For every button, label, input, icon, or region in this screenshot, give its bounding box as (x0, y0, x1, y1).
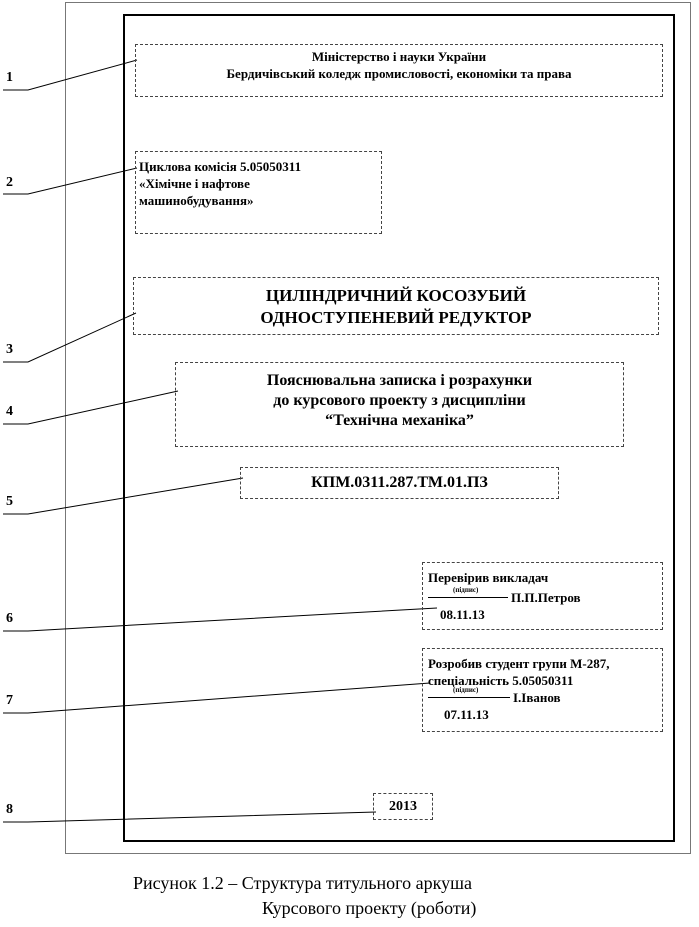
ministry-block (135, 44, 663, 97)
figure-caption-line-2: Курсового проекту (роботи) (262, 898, 477, 918)
ministry-name: Міністерство і науки України (311, 49, 487, 64)
callout-number-3: 3 (6, 342, 13, 357)
developed-by-block (422, 648, 663, 732)
callout-number-7: 7 (6, 693, 13, 708)
signature-caption: (підпис) (453, 586, 479, 594)
student-name: І.Іванов (513, 690, 561, 705)
leader-line-1 (3, 60, 137, 90)
developed-date: 07.11.13 (444, 707, 489, 722)
callout-number-4: 4 (6, 404, 13, 419)
document-type-block (175, 362, 624, 447)
document-type-line-1: Пояснювальна записка і розрахунки (266, 372, 533, 389)
college-name: Бердичівський коледж промисловості, економіки та права (226, 66, 572, 81)
document-code: КПМ.0311.287.ТМ.01.ПЗ (311, 474, 488, 491)
project-title-line-1: ЦИЛІНДРИЧНИЙ КОСОЗУБИЙ (265, 286, 527, 305)
year-block (373, 793, 433, 820)
signature-line (428, 597, 508, 598)
checker-name: П.П.Петров (511, 590, 581, 605)
document-type-line-3: “Технічна механіка” (325, 412, 474, 429)
signature-line (428, 697, 510, 698)
leader-line-8 (3, 812, 376, 822)
checked-date: 08.11.13 (440, 607, 485, 622)
callout-number-1: 1 (6, 70, 13, 85)
leader-line-2 (3, 168, 137, 194)
document-type-line-2: до курсового проекту з дисципліни (273, 392, 526, 409)
figure-caption-line-1: Рисунок 1.2 – Структура титульного аркуша (133, 873, 472, 893)
specialty-line: спеціальність 5.05050311 (428, 673, 574, 688)
document-code-block (240, 467, 559, 499)
project-title-block (133, 277, 659, 335)
callout-number-5: 5 (6, 494, 13, 509)
commission-block (135, 151, 382, 234)
callout-number-6: 6 (6, 611, 13, 626)
commission-line-2: «Хімічне і нафтове (139, 176, 250, 191)
commission-line-3: машинобудування» (139, 193, 254, 208)
leader-line-7 (3, 683, 430, 713)
callout-number-8: 8 (6, 802, 13, 817)
checked-by-block (422, 562, 663, 630)
callout-number-2: 2 (6, 175, 13, 190)
leader-line-6 (3, 608, 437, 631)
leader-line-5 (3, 478, 243, 514)
signature-caption: (підпис) (453, 686, 479, 694)
leader-line-3 (3, 313, 136, 362)
project-title-line-2: ОДНОСТУПЕНЕВИЙ РЕДУКТОР (260, 308, 532, 327)
developed-by-label: Розробив студент групи М-287, (428, 656, 610, 671)
leader-line-4 (3, 391, 178, 424)
checked-by-label: Перевірив викладач (428, 570, 549, 585)
commission-line-1: Циклова комісія 5.05050311 (139, 159, 302, 174)
year: 2013 (389, 799, 417, 814)
